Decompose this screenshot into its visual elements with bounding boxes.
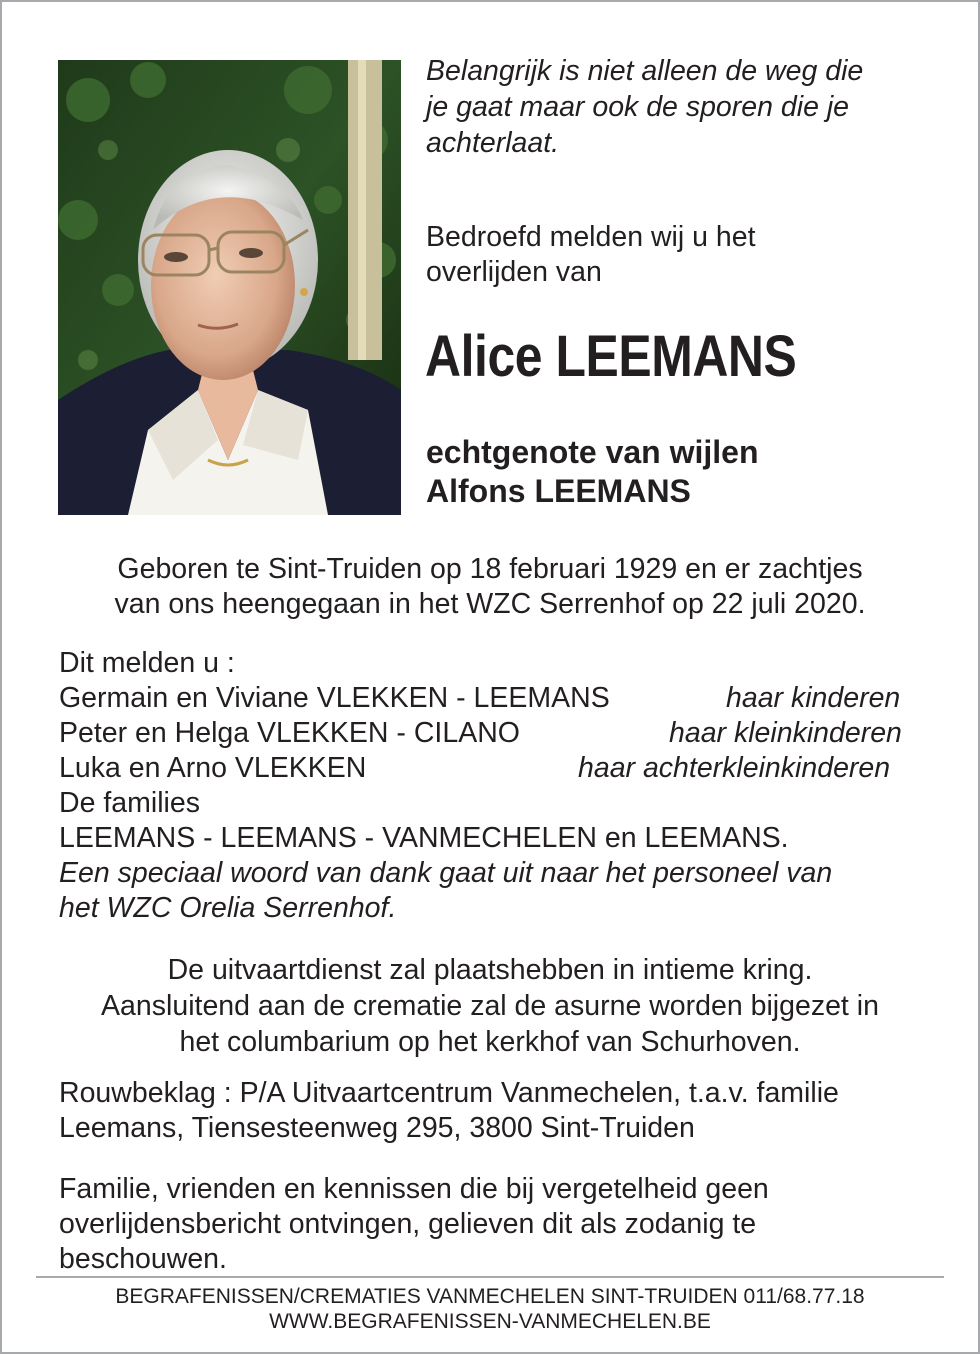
intro-line: overlijden van: [426, 256, 602, 288]
thanks-line: Een speciaal woord van dank gaat uit naar het personeel van: [59, 857, 833, 889]
notice-text: [59, 1172, 939, 1277]
relative-row: [59, 681, 939, 716]
condolence-line: Rouwbeklag : P/A Uitvaartcentrum Vanmechelen, t.a.v. familie: [59, 1077, 839, 1109]
relative-names: Germain en Viviane VLEKKEN - LEEMANS: [59, 682, 610, 714]
relative-relation: haar kinderen: [726, 682, 901, 714]
footer: [36, 1284, 944, 1334]
spouse-line: echtgenote van wijlen: [426, 434, 759, 470]
quote-line: je gaat maar ook de sporen die je: [426, 91, 850, 123]
families-heading: De families: [59, 787, 200, 819]
condolence-line: Leemans, Tiensesteenweg 295, 3800 Sint-Truiden: [59, 1112, 695, 1144]
funeral-service-info: [30, 952, 950, 1060]
birth-death-info: [30, 552, 950, 622]
deceased-name: Alice LEEMANS: [425, 324, 797, 389]
birth-death-line: van ons heengegaan in het WZC Serrenhof op 22 juli 2020.: [114, 588, 866, 620]
intro-line: Bedroefd melden wij u het: [426, 221, 756, 253]
family-section: [59, 646, 939, 926]
announcement-intro: [426, 220, 946, 290]
footer-website[interactable]: WWW.BEGRAFENISSEN-VANMECHELEN.BE: [269, 1310, 711, 1333]
relative-relation: haar kleinkinderen: [669, 717, 902, 749]
relative-relation: haar achterkleinkinderen: [578, 752, 891, 784]
thanks-line: het WZC Orelia Serrenhof.: [59, 892, 397, 924]
birth-death-line: Geboren te Sint-Truiden op 18 februari 1929 en er zachtjes: [117, 553, 863, 585]
quote-line: Belangrijk is niet alleen de weg die: [426, 55, 864, 87]
relative-row: [59, 751, 939, 786]
relative-names: Peter en Helga VLEKKEN - CILANO: [59, 717, 520, 749]
spouse-info: [426, 433, 946, 511]
service-line: Aansluitend aan de crematie zal de asurne worden bijgezet in: [101, 990, 879, 1022]
notice-line: beschouwen.: [59, 1243, 227, 1275]
condolence-address: [59, 1076, 939, 1146]
portrait-photo: [58, 60, 401, 515]
spouse-line: Alfons LEEMANS: [426, 473, 691, 509]
footer-company: BEGRAFENISSEN/CREMATIES VANMECHELEN SINT-TRUIDEN 011/68.77.18: [115, 1285, 865, 1308]
service-line: De uitvaartdienst zal plaatshebben in intieme kring.: [167, 954, 813, 986]
quote: [426, 53, 946, 161]
relative-names: Luka en Arno VLEKKEN: [59, 752, 367, 784]
families-list: LEEMANS - LEEMANS - VANMECHELEN en LEEMANS.: [59, 822, 789, 854]
service-line: het columbarium op het kerkhof van Schurhoven.: [179, 1026, 801, 1058]
footer-divider: [36, 1276, 944, 1278]
relative-row: [59, 716, 939, 751]
notice-line: overlijdensbericht ontvingen, gelieven dit als zodanig te: [59, 1208, 757, 1240]
notice-line: Familie, vrienden en kennissen die bij vergetelheid geen: [59, 1173, 769, 1205]
family-heading: Dit melden u :: [59, 647, 235, 679]
quote-line: achterlaat.: [426, 127, 560, 159]
